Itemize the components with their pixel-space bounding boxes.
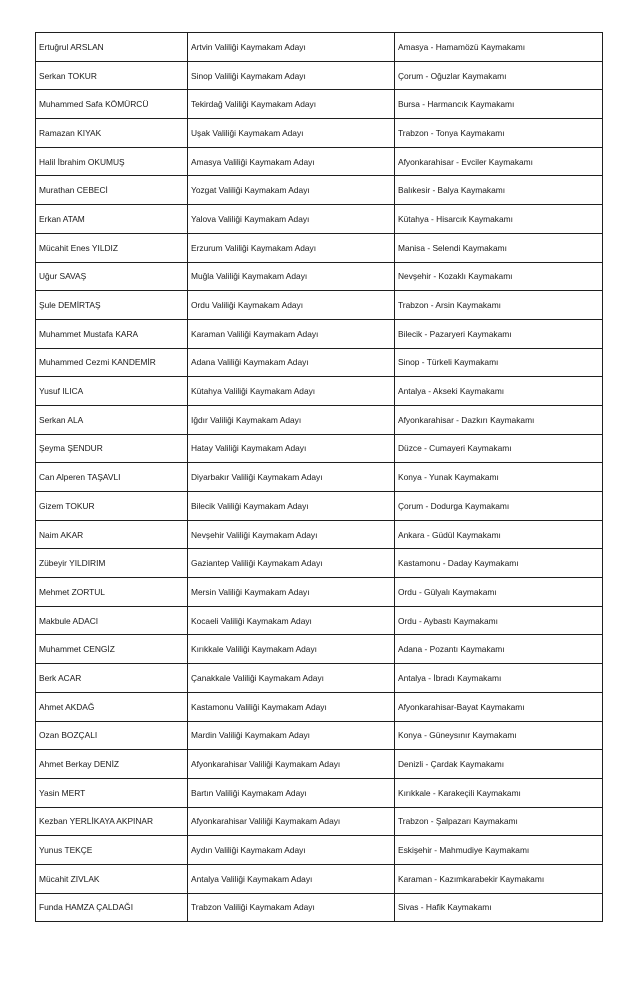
- candidacy-cell: Iğdır Valiliği Kaymakam Adayı: [188, 405, 395, 434]
- assignment-cell: Ordu - Aybastı Kaymakamı: [395, 606, 603, 635]
- name-cell: Erkan ATAM: [36, 205, 188, 234]
- candidacy-cell: Mardin Valiliği Kaymakam Adayı: [188, 721, 395, 750]
- table-row: [36, 147, 603, 176]
- assignment-cell: Eskişehir - Mahmudiye Kaymakamı: [395, 836, 603, 865]
- name-cell: Muhammed Cezmi KANDEMİR: [36, 348, 188, 377]
- assignment-cell: Afyonkarahisar-Bayat Kaymakamı: [395, 692, 603, 721]
- candidacy-cell: Artvin Valiliği Kaymakam Adayı: [188, 33, 395, 62]
- candidacy-cell: Hatay Valiliği Kaymakam Adayı: [188, 434, 395, 463]
- assignment-cell: Antalya - İbradı Kaymakamı: [395, 664, 603, 693]
- candidacy-cell: Uşak Valiliği Kaymakam Adayı: [188, 119, 395, 148]
- table-row: [36, 291, 603, 320]
- assignment-cell: Trabzon - Arsin Kaymakamı: [395, 291, 603, 320]
- candidacy-cell: Afyonkarahisar Valiliği Kaymakam Adayı: [188, 750, 395, 779]
- table-row: [36, 864, 603, 893]
- name-cell: Murathan CEBECİ: [36, 176, 188, 205]
- table-row: [36, 721, 603, 750]
- name-cell: Uğur SAVAŞ: [36, 262, 188, 291]
- assignment-cell: Nevşehir - Kozaklı Kaymakamı: [395, 262, 603, 291]
- table-row: [36, 520, 603, 549]
- candidacy-cell: Gaziantep Valiliği Kaymakam Adayı: [188, 549, 395, 578]
- assignment-cell: Denizli - Çardak Kaymakamı: [395, 750, 603, 779]
- candidacy-cell: Karaman Valiliği Kaymakam Adayı: [188, 319, 395, 348]
- assignment-cell: Kastamonu - Daday Kaymakamı: [395, 549, 603, 578]
- assignment-cell: Sinop - Türkeli Kaymakamı: [395, 348, 603, 377]
- name-cell: Muhammed Safa KÖMÜRCÜ: [36, 90, 188, 119]
- assignment-cell: Bursa - Harmancık Kaymakamı: [395, 90, 603, 119]
- candidacy-cell: Kırıkkale Valiliği Kaymakam Adayı: [188, 635, 395, 664]
- name-cell: Makbule ADACI: [36, 606, 188, 635]
- name-cell: Ahmet AKDAĞ: [36, 692, 188, 721]
- table-row: [36, 434, 603, 463]
- assignment-cell: Konya - Yunak Kaymakamı: [395, 463, 603, 492]
- assignment-cell: Karaman - Kazımkarabekir Kaymakamı: [395, 864, 603, 893]
- candidacy-cell: Antalya Valiliği Kaymakam Adayı: [188, 864, 395, 893]
- name-cell: Naim AKAR: [36, 520, 188, 549]
- table-row: [36, 176, 603, 205]
- name-cell: Ahmet Berkay DENİZ: [36, 750, 188, 779]
- assignment-cell: Balıkesir - Balya Kaymakamı: [395, 176, 603, 205]
- candidacy-cell: Bilecik Valiliği Kaymakam Adayı: [188, 492, 395, 521]
- assignment-cell: Amasya - Hamamözü Kaymakamı: [395, 33, 603, 62]
- assignment-cell: Düzce - Cumayeri Kaymakamı: [395, 434, 603, 463]
- table-row: [36, 549, 603, 578]
- assignment-cell: Afyonkarahisar - Evciler Kaymakamı: [395, 147, 603, 176]
- candidacy-cell: Kütahya Valiliği Kaymakam Adayı: [188, 377, 395, 406]
- name-cell: Muhammet CENGİZ: [36, 635, 188, 664]
- table-row: [36, 463, 603, 492]
- table-row: [36, 492, 603, 521]
- table-row: [36, 90, 603, 119]
- name-cell: Kezban YERLİKAYA AKPINAR: [36, 807, 188, 836]
- name-cell: Gizem TOKUR: [36, 492, 188, 521]
- name-cell: Serkan ALA: [36, 405, 188, 434]
- name-cell: Serkan TOKUR: [36, 61, 188, 90]
- assignment-cell: Ordu - Gülyalı Kaymakamı: [395, 578, 603, 607]
- assignment-cell: Trabzon - Tonya Kaymakamı: [395, 119, 603, 148]
- assignment-cell: Trabzon - Şalpazarı Kaymakamı: [395, 807, 603, 836]
- table-row: [36, 664, 603, 693]
- assignment-cell: Kırıkkale - Karakeçili Kaymakamı: [395, 778, 603, 807]
- table-row: [36, 578, 603, 607]
- candidacy-cell: Nevşehir Valiliği Kaymakam Adayı: [188, 520, 395, 549]
- table-row: [36, 778, 603, 807]
- candidacy-cell: Aydın Valiliği Kaymakam Adayı: [188, 836, 395, 865]
- candidacy-cell: Ordu Valiliği Kaymakam Adayı: [188, 291, 395, 320]
- table-row: [36, 692, 603, 721]
- assignment-cell: Adana - Pozantı Kaymakamı: [395, 635, 603, 664]
- candidacy-cell: Erzurum Valiliği Kaymakam Adayı: [188, 233, 395, 262]
- name-cell: Muhammet Mustafa KARA: [36, 319, 188, 348]
- table-row: [36, 205, 603, 234]
- assignment-table-body: [36, 33, 603, 922]
- assignment-cell: Antalya - Akseki Kaymakamı: [395, 377, 603, 406]
- name-cell: Şule DEMİRTAŞ: [36, 291, 188, 320]
- candidacy-cell: Muğla Valiliği Kaymakam Adayı: [188, 262, 395, 291]
- candidacy-cell: Sinop Valiliği Kaymakam Adayı: [188, 61, 395, 90]
- table-row: [36, 348, 603, 377]
- table-row: [36, 61, 603, 90]
- assignment-cell: Bilecik - Pazaryeri Kaymakamı: [395, 319, 603, 348]
- candidacy-cell: Adana Valiliği Kaymakam Adayı: [188, 348, 395, 377]
- candidacy-cell: Kastamonu Valiliği Kaymakam Adayı: [188, 692, 395, 721]
- name-cell: Yasin MERT: [36, 778, 188, 807]
- table-row: [36, 750, 603, 779]
- name-cell: Ozan BOZÇALI: [36, 721, 188, 750]
- name-cell: Şeyma ŞENDUR: [36, 434, 188, 463]
- name-cell: Yusuf ILICA: [36, 377, 188, 406]
- table-row: [36, 319, 603, 348]
- candidacy-cell: Kocaeli Valiliği Kaymakam Adayı: [188, 606, 395, 635]
- assignment-cell: Ankara - Güdül Kaymakamı: [395, 520, 603, 549]
- assignment-cell: Kütahya - Hisarcık Kaymakamı: [395, 205, 603, 234]
- name-cell: Mehmet ZORTUL: [36, 578, 188, 607]
- candidacy-cell: Yalova Valiliği Kaymakam Adayı: [188, 205, 395, 234]
- table-row: [36, 893, 603, 922]
- table-row: [36, 33, 603, 62]
- name-cell: Ramazan KIYAK: [36, 119, 188, 148]
- name-cell: Funda HAMZA ÇALDAĞI: [36, 893, 188, 922]
- table-row: [36, 262, 603, 291]
- table-row: [36, 635, 603, 664]
- assignment-cell: Çorum - Oğuzlar Kaymakamı: [395, 61, 603, 90]
- assignment-table: [35, 32, 603, 922]
- assignment-cell: Manisa - Selendi Kaymakamı: [395, 233, 603, 262]
- assignment-cell: Afyonkarahisar - Dazkırı Kaymakamı: [395, 405, 603, 434]
- name-cell: Mücahit Enes YILDIZ: [36, 233, 188, 262]
- candidacy-cell: Trabzon Valiliği Kaymakam Adayı: [188, 893, 395, 922]
- candidacy-cell: Afyonkarahisar Valiliği Kaymakam Adayı: [188, 807, 395, 836]
- table-row: [36, 836, 603, 865]
- assignment-cell: Sivas - Hafik Kaymakamı: [395, 893, 603, 922]
- candidacy-cell: Tekirdağ Valiliği Kaymakam Adayı: [188, 90, 395, 119]
- name-cell: Can Alperen TAŞAVLI: [36, 463, 188, 492]
- table-row: [36, 807, 603, 836]
- table-row: [36, 377, 603, 406]
- assignment-cell: Çorum - Dodurga Kaymakamı: [395, 492, 603, 521]
- name-cell: Yunus TEKÇE: [36, 836, 188, 865]
- candidacy-cell: Amasya Valiliği Kaymakam Adayı: [188, 147, 395, 176]
- name-cell: Halil İbrahim OKUMUŞ: [36, 147, 188, 176]
- name-cell: Zübeyir YILDIRIM: [36, 549, 188, 578]
- table-row: [36, 233, 603, 262]
- table-row: [36, 606, 603, 635]
- candidacy-cell: Bartın Valiliği Kaymakam Adayı: [188, 778, 395, 807]
- candidacy-cell: Çanakkale Valiliği Kaymakam Adayı: [188, 664, 395, 693]
- name-cell: Mücahit ZIVLAK: [36, 864, 188, 893]
- name-cell: Ertuğrul ARSLAN: [36, 33, 188, 62]
- table-row: [36, 405, 603, 434]
- assignment-cell: Konya - Güneysınır Kaymakamı: [395, 721, 603, 750]
- table-row: [36, 119, 603, 148]
- candidacy-cell: Diyarbakır Valiliği Kaymakam Adayı: [188, 463, 395, 492]
- candidacy-cell: Yozgat Valiliği Kaymakam Adayı: [188, 176, 395, 205]
- name-cell: Berk ACAR: [36, 664, 188, 693]
- candidacy-cell: Mersin Valiliği Kaymakam Adayı: [188, 578, 395, 607]
